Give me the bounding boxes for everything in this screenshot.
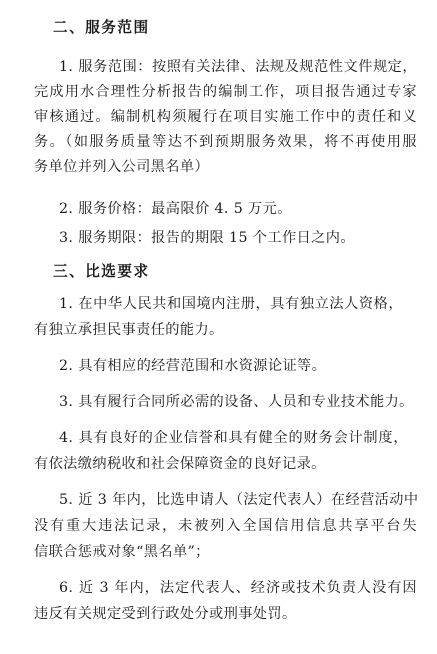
service-scope-paragraph-line: 审核通过。编制机构须履行在项目实施工作中的责任和义 [34,109,417,125]
requirement-item-line: 违反有关规定受到行政处分或刑事处罚。 [34,606,297,622]
requirement-item-line: 信联合惩戒对象“黑名单”； [34,544,210,560]
requirement-item-line: 3. 具有履行合同所必需的设备、人员和专业技术能力。 [59,394,414,410]
service-scope-paragraph-line: 务单位并列入公司黑名单） [34,159,210,175]
requirement-item-line: 2. 具有相应的经营范围和水资源论证等。 [59,358,327,374]
service-scope-paragraph-line: 务。（如服务质量等达不到预期服务效果，将不再使用服 [34,134,417,150]
service-scope-paragraph-line: 1. 服务范围：按照有关法律、法规及规范性文件规定， [59,59,417,75]
service-price-item: 2. 服务价格：最高限价 4. 5 万元。 [59,201,292,217]
requirement-item-line: 6. 近 3 年内，法定代表人、经济或技术负责人没有因 [59,580,417,596]
requirement-item-line: 有独立承担民事责任的能力。 [34,322,224,338]
requirement-item-line: 没有重大违法记录，未被列入全国信用信息共享平台失 [34,518,417,534]
section-heading-service-scope: 二、服务范围 [53,19,150,36]
requirement-item-line: 4. 具有良好的企业信誉和具有健全的财务会计制度， [59,430,408,446]
service-period-item: 3. 服务期限：报告的期限 15 个工作日之内。 [59,230,355,246]
requirement-item-line: 1. 在中华人民共和国境内注册，具有独立法人资格， [59,296,403,312]
requirement-item-line: 5. 近 3 年内，比选申请人（法定代表人）在经营活动中 [59,492,419,508]
requirement-item-line: 有依法缴纳税收和社会保障资金的良好记录。 [34,456,326,472]
service-scope-paragraph-line: 完成用水合理性分析报告的编制工作，项目报告通过专家 [34,84,417,100]
section-heading-requirements: 三、比选要求 [53,263,150,280]
